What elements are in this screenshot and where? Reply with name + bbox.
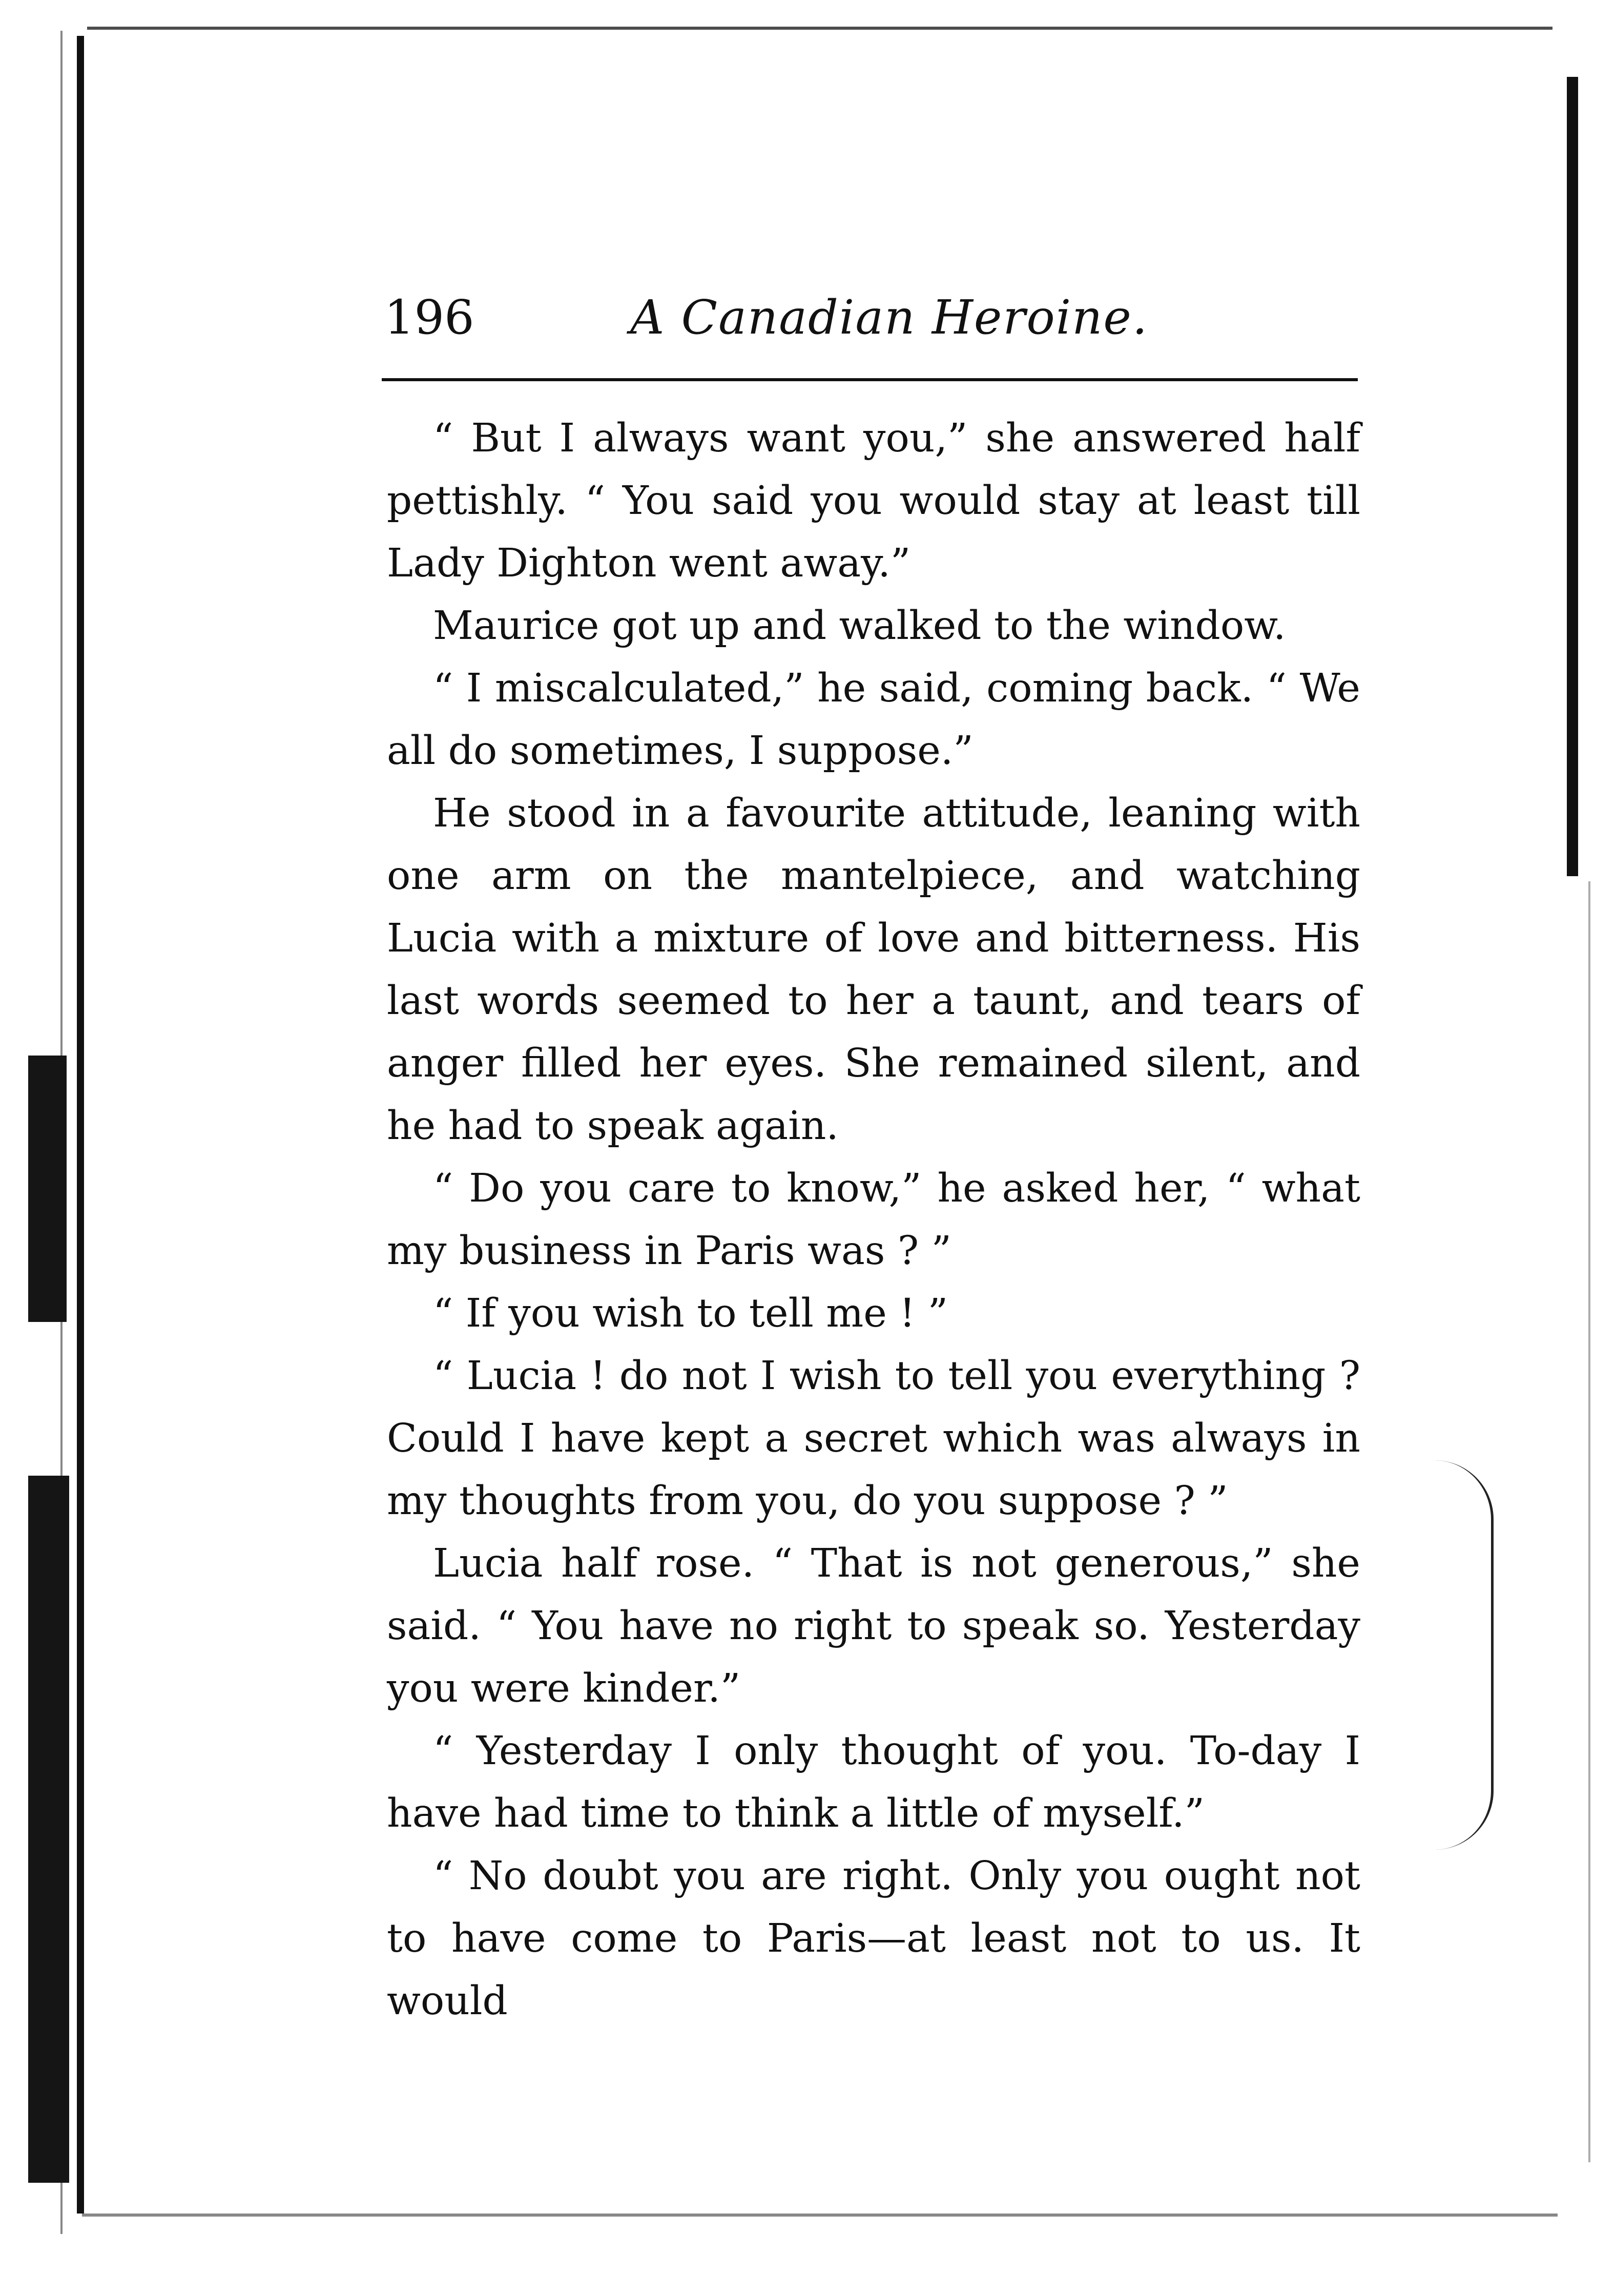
paragraph: Maurice got up and walked to the window. bbox=[433, 603, 1286, 649]
running-title: A Canadian Heroine. bbox=[630, 290, 1149, 345]
paragraph: “ If you wish to tell me ! ” bbox=[433, 1291, 948, 1336]
paragraph: Lucia half rose. “ That is not generous,” she said. “ You have no right to speak so. Yesterday you were kinder.” bbox=[387, 1541, 1360, 1711]
scan-dark-strip-upper bbox=[28, 1056, 67, 1322]
paragraph: “ Do you care to know,” he asked her, “ what my business in Paris was ? ” bbox=[387, 1166, 1360, 1274]
page-number: 196 bbox=[384, 290, 474, 345]
paragraph: “ No doubt you are right. Only you ought not to have come to Paris—at least not to us. It would bbox=[387, 1853, 1360, 2024]
scan-edge-top bbox=[87, 27, 1552, 30]
pencil-margin-mark bbox=[1435, 1460, 1494, 1850]
scan-edge-right-thin bbox=[1588, 881, 1590, 2162]
scan-edge-bottom bbox=[82, 2214, 1558, 2217]
paragraph: “ I miscalculated,” he said, coming back. “ We all do sometimes, I suppose.” bbox=[387, 666, 1360, 774]
scan-edge-left bbox=[77, 36, 84, 2214]
paragraph: “ Yesterday I only thought of you. To-day I have had time to think a little of myself.” bbox=[387, 1728, 1360, 1836]
scan-edge-right bbox=[1567, 77, 1578, 876]
paragraph: “ Lucia ! do not I wish to tell you everything ? Could I have kept a secret which was always in my thoughts from you, do you suppose ? ” bbox=[387, 1353, 1360, 1524]
scan-dark-strip-lower bbox=[28, 1476, 69, 2183]
body-text bbox=[387, 407, 1360, 2033]
paragraph: He stood in a favourite attitude, leaning with one arm on the mantelpiece, and watching Lucia with a mixture of love and bitterness. His last words seemed to her a taunt, and tears of anger filled her eyes. She remained silent, and he had to speak again. bbox=[387, 791, 1360, 1149]
header-rule bbox=[382, 378, 1358, 381]
paragraph: “ But I always want you,” she answered half pettishly. “ You said you would stay at least till Lady Dighton went away.” bbox=[387, 416, 1360, 586]
page-header bbox=[384, 287, 1358, 348]
